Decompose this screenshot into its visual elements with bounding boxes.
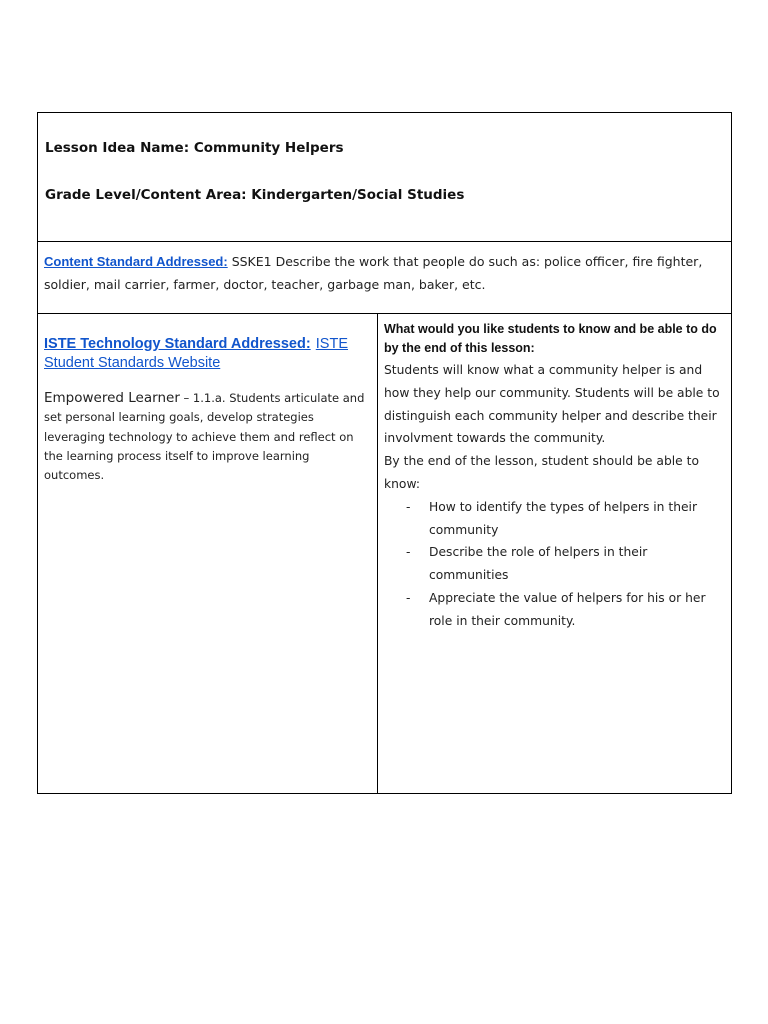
objectives-paragraph-2: By the end of the lesson, student should be able to know: <box>384 454 699 491</box>
lesson-name-value: Community Helpers <box>193 140 344 156</box>
grade-level-value: Kindergarten/Social Studies <box>251 187 465 203</box>
objectives-heading: What would you like students to know and be able to do by the end of this lesson: <box>384 322 717 355</box>
bullet-dash: - <box>406 499 411 514</box>
objectives-body <box>384 359 726 633</box>
iste-standard-heading <box>44 334 374 372</box>
standards-objectives-row <box>38 314 731 794</box>
content-standard-text: SSKE1 Describe the work that people do such as: police officer, fire fighter, soldier, mail carrier, farmer, doctor, teacher, garbage man, baker, etc. <box>44 254 703 292</box>
grade-level-label: Grade Level/Content Area: <box>45 187 247 203</box>
list-item: - How to identify the types of helpers in their community <box>384 496 726 542</box>
objectives-paragraph-1: Students will know what a community helper is and how they help our community. Students will be able to distinguish each community helper and describe their involvment towards the community. <box>384 363 720 446</box>
lesson-name-label: Lesson Idea Name: <box>45 140 190 156</box>
content-standard-label[interactable]: Content Standard Addressed: <box>44 254 228 269</box>
grade-level-line <box>45 187 464 203</box>
lesson-name-line <box>45 140 344 156</box>
content-standard-block <box>44 250 714 296</box>
iste-standard-label[interactable]: ISTE Technology Standard Addressed: <box>44 336 311 352</box>
learning-objectives-cell <box>378 314 731 794</box>
list-item: - Appreciate the value of helpers for his or her role in their community. <box>384 587 726 633</box>
bullet-dash: - <box>406 545 411 560</box>
empowered-learner-title: Empowered Learner <box>44 390 180 406</box>
objectives-bullet-list <box>384 496 726 633</box>
bullet-dash: - <box>406 590 411 605</box>
lesson-plan-table <box>37 112 732 794</box>
content-standard-row <box>38 242 731 314</box>
iste-standards-link[interactable]: ISTE Student Standards Website <box>44 336 349 371</box>
list-item: - Describe the role of helpers in their communities <box>384 541 726 587</box>
empowered-learner-text <box>44 389 370 485</box>
empowered-learner-description: – 1.1.a. Students articulate and set personal learning goals, develop strategies leveraging technology to achieve them and reflect on the learning process itself to improve learning outcomes. <box>44 391 365 483</box>
iste-standard-cell <box>38 314 378 794</box>
lesson-header-row <box>38 113 731 242</box>
